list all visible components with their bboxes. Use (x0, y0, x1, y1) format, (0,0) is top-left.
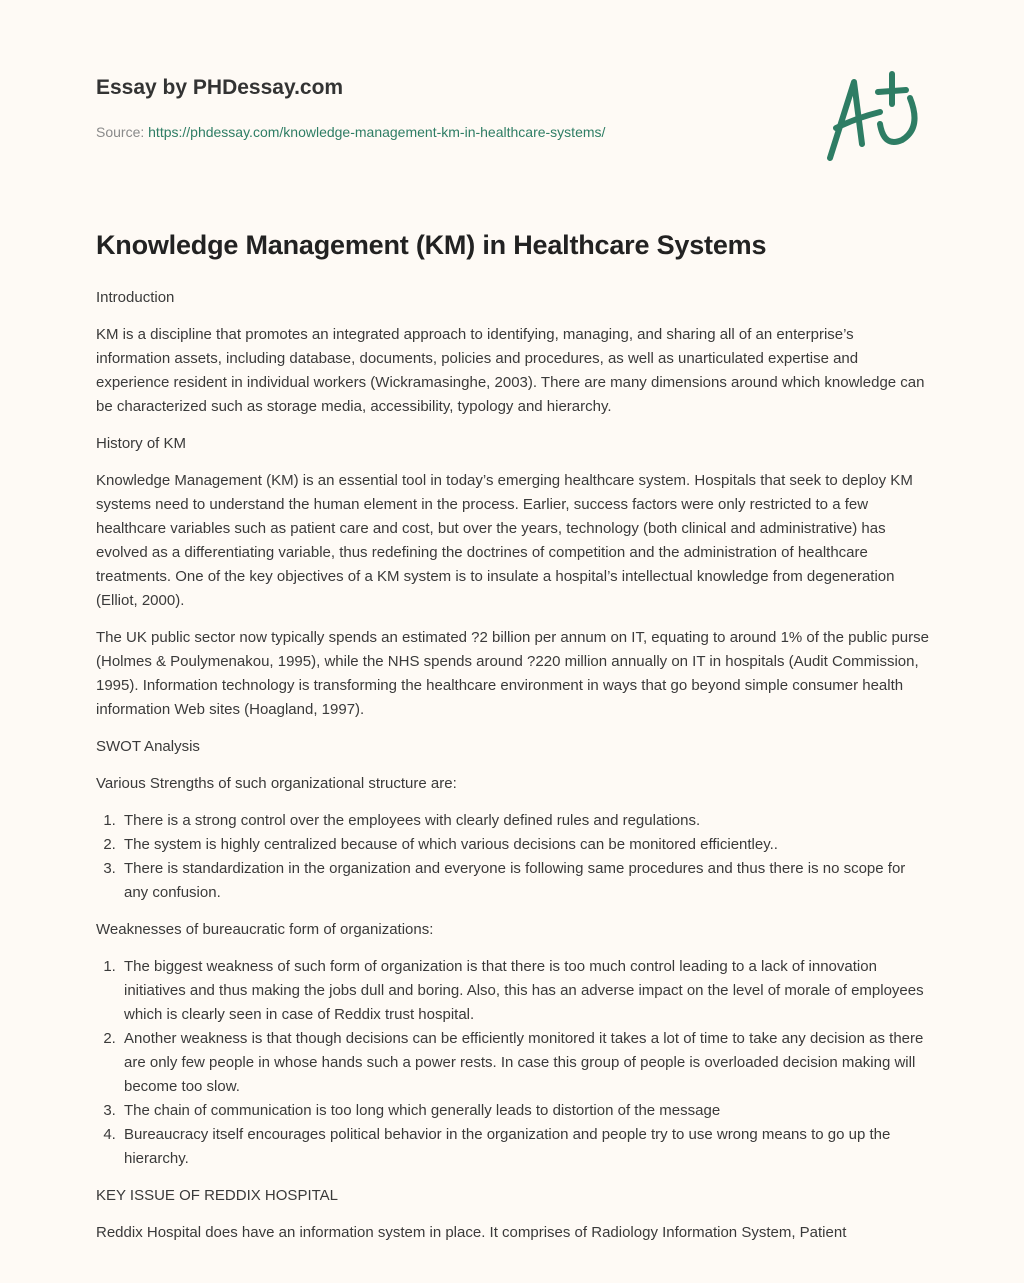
list-item: 2. The system is highly centralized because of which various decisions can be monitored efficientley.. (120, 833, 932, 857)
source-label: Source: (96, 124, 149, 140)
paragraph: Knowledge Management (KM) is an essential tool in today’s emerging healthcare system. Hospitals that seek to deploy KM systems need to understand the human element in the process. Earlier, success factors were only restricted to a few healthcare variables such as patient care and cost, but over the years, technology (both clinical and administrative) has evolved as a differentiating variable, thus redefining the doctrines of competition and the administration of healthcare treatments. One of the key objectives of a KM system is to insulate a hospital’s intellectual knowledge from degeneration (Elliot, 2000). (96, 472, 913, 609)
essay-content (96, 226, 932, 1258)
brand-title: Essay by PHDessay.com (96, 76, 344, 99)
page-title: Knowledge Management (KM) in Healthcare Systems (96, 230, 767, 260)
paragraph: Various Strengths of such organizational structure are: (96, 775, 457, 792)
list-item: 2. Another weakness is that though decisions can be efficiently monitored it takes a lot of time to take any decision as there are only few people in whose hands such a power rests. In case this group of people is overloaded decision making will become too slow. (120, 1027, 932, 1099)
list-item: 3. The chain of communication is too long which generally leads to distortion of the message (120, 1099, 932, 1123)
section-heading: Introduction (96, 289, 175, 306)
a-plus-logo-icon (822, 68, 932, 164)
weaknesses-list (96, 955, 932, 1171)
paragraph: Weaknesses of bureaucratic form of organizations: (96, 921, 434, 938)
section-heading: KEY ISSUE OF REDDIX HOSPITAL (96, 1187, 339, 1204)
source-link[interactable]: https://phdessay.com/knowledge-management-km-in-healthcare-systems/ (148, 124, 606, 140)
paragraph: Reddix Hospital does have an information system in place. It comprises of Radiology Information System, Patient (96, 1224, 847, 1241)
list-item: 4. Bureaucracy itself encourages political behavior in the organization and people try to use wrong means to go up the hierarchy. (120, 1123, 932, 1171)
list-item: 1. The biggest weakness of such form of organization is that there is too much control leading to a lack of innovation initiatives and thus making the jobs dull and boring. Also, this has an adverse impact on the level of morale of employees which is clearly seen in case of Reddix trust hospital. (120, 955, 932, 1027)
section-heading: SWOT Analysis (96, 738, 200, 755)
section-heading: History of KM (96, 435, 187, 452)
source-line (96, 124, 605, 140)
list-item: 3. There is standardization in the organization and everyone is following same procedures and thus there is no scope for any confusion. (120, 857, 932, 905)
paragraph: KM is a discipline that promotes an integrated approach to identifying, managing, and sharing all of an enterprise’s information assets, including database, documents, policies and procedures, as well as unarticulated expertise and experience resident in individual workers (Wickramasinghe, 2003). There are many dimensions around which knowledge can be characterized such as storage media, accessibility, typology and hierarchy. (96, 326, 925, 415)
strengths-list (96, 809, 932, 905)
paragraph: The UK public sector now typically spends an estimated ?2 billion per annum on IT, equating to around 1% of the public purse (Holmes & Poulymenakou, 1995), while the NHS spends around ?220 million annually on IT in hospitals (Audit Commission, 1995). Information technology is transforming the healthcare environment in ways that go beyond simple consumer health information Web sites (Hoagland, 1997). (96, 629, 929, 718)
list-item: 1. There is a strong control over the employees with clearly defined rules and regulations. (120, 809, 932, 833)
